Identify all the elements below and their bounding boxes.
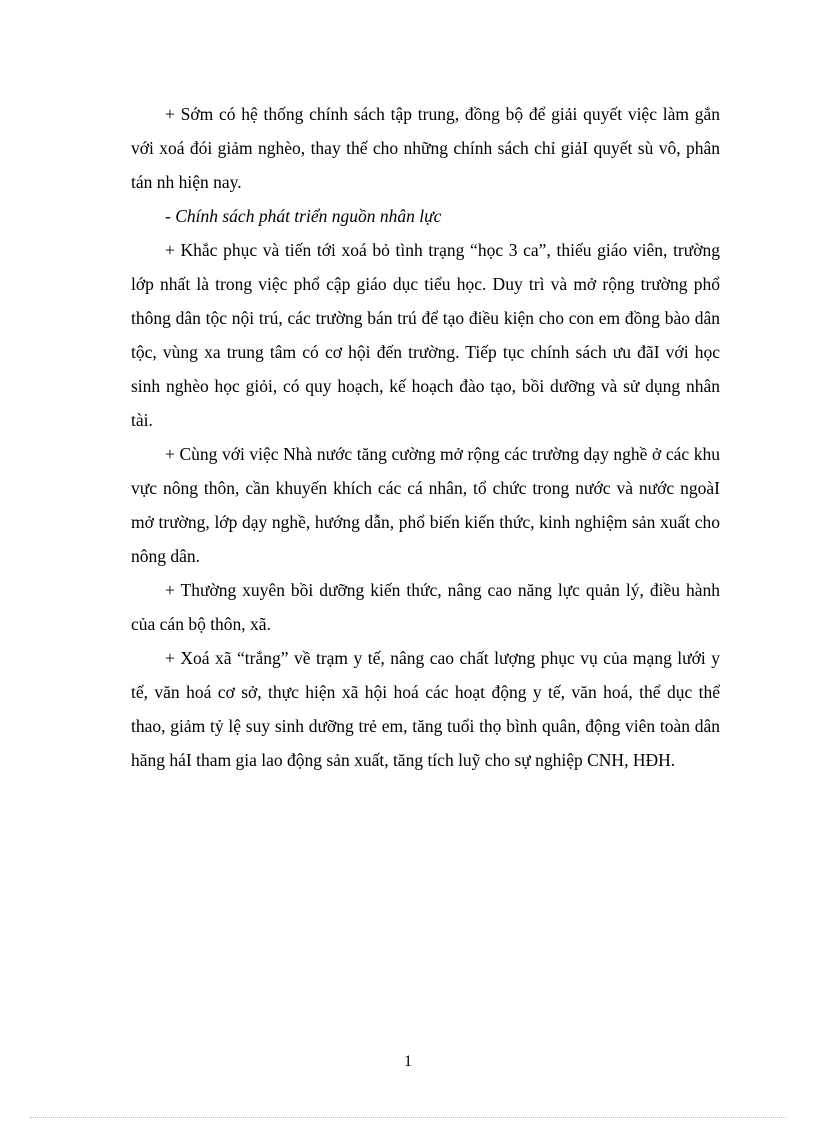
paragraph-vocational-training: + Cùng với việc Nhà nước tăng cường mở rộng các trường dạy nghề ở các khu vực nông thôn, cần khuyến khích các cá nhân, tổ chức trong nước và nước ngoàI mở trường, lớp dạy nghề, hướng dẫn, phổ biến kiến thức, kinh nghiệm sản xuất cho nông dân. (131, 444, 720, 566)
page-number: 1 (404, 1053, 412, 1070)
page-body (131, 97, 720, 777)
page-bottom-edge (30, 1117, 786, 1118)
paragraph-education: + Khắc phục và tiến tới xoá bỏ tình trạng “học 3 ca”, thiếu giáo viên, trường lớp nhất là trong việc phổ cập giáo dục tiểu học. Duy trì và mở rộng trường phổ thông dân tộc nội trú, các trường bán trú để tạo điều kiện cho con em đồng bào dân tộc, vùng xa trung tâm có cơ hội đến trường. Tiếp tục chính sách ưu đãI với học sinh nghèo học giỏi, có quy hoạch, kế hoạch đào tạo, bồi dưỡng và sử dụng nhân tài. (131, 240, 720, 430)
paragraph-health-culture: + Xoá xã “trắng” về trạm y tế, nâng cao chất lượng phục vụ của mạng lưới y tế, văn hoá cơ sở, thực hiện xã hội hoá các hoạt động y tế, văn hoá, thể dục thể thao, giảm tỷ lệ suy sinh dưỡng trẻ em, tăng tuổi thọ bình quân, động viên toàn dân hăng háI tham gia lao động sản xuất, tăng tích luỹ cho sự nghiệp CNH, HĐH. (131, 648, 720, 770)
section-heading-human-resources: - Chính sách phát triển nguồn nhân lực (165, 206, 442, 226)
paragraph-cadre-training: + Thường xuyên bồi dưỡng kiến thức, nâng cao năng lực quản lý, điều hành của cán bộ thôn, xã. (131, 580, 720, 634)
paragraph-job-creation-policy: + Sớm có hệ thống chính sách tập trung, đồng bộ để giải quyết việc làm gắn với xoá đói giảm nghèo, thay thế cho những chính sách chỉ giảI quyết sù vô, phân tán nh hiện nay. (131, 104, 720, 192)
